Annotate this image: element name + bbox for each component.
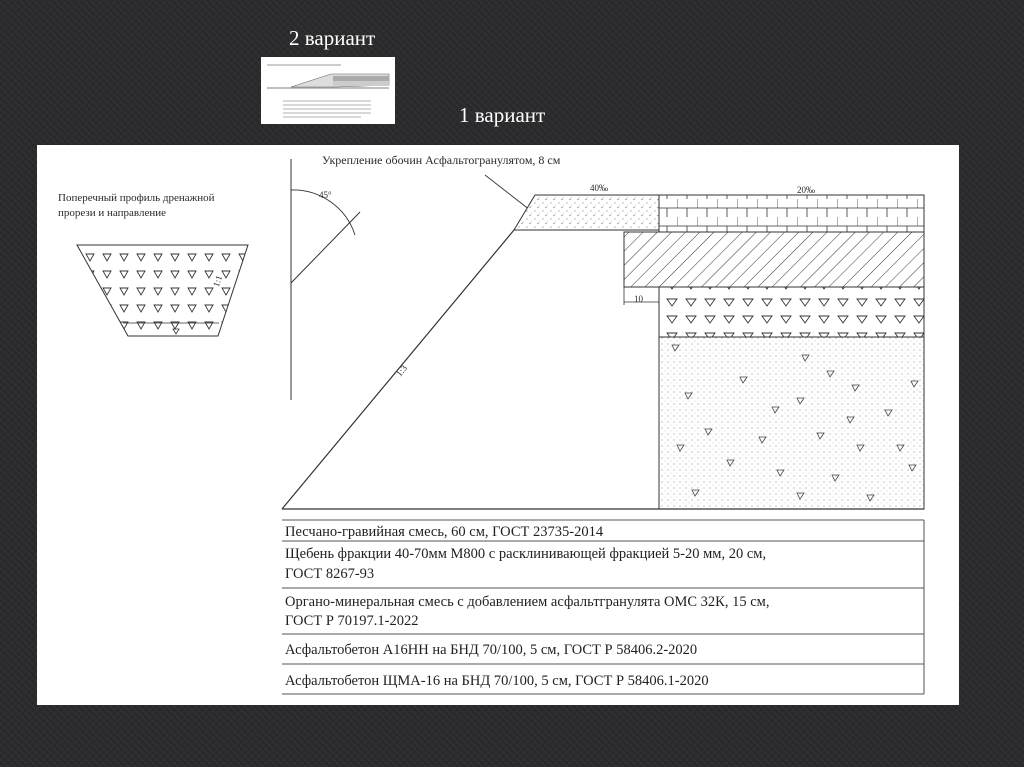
angle-label: 45° bbox=[319, 190, 332, 200]
legend-row-asphalt-shma16: Асфальтобетон ЩМА-16 на БНД 70/100, 5 см, ГОСТ Р 58406.1-2020 bbox=[285, 673, 709, 689]
profile-caption-line2: прорези и направление bbox=[58, 207, 166, 219]
shoulder-caption: Укрепление обочин Асфальтогранулятом, 8 см bbox=[322, 153, 561, 167]
crushed-stone-layer bbox=[659, 287, 924, 337]
variant-2-title: 2 вариант bbox=[289, 26, 376, 50]
drainage-cut-profile bbox=[77, 245, 248, 336]
embankment-slope-label: 1:3 bbox=[394, 363, 410, 379]
profile-slope-label: 1:1 bbox=[211, 274, 225, 289]
legend-row-asphalt-a16nn: Асфальтобетон А16НН на БНД 70/100, 5 см, ГОСТ Р 58406.2-2020 bbox=[285, 642, 698, 658]
road-cross-section-drawing bbox=[37, 145, 959, 705]
legend-row-organo-mineral: Органо-минеральная смесь с добавлением асфальтгранулята ОМС 32К, 15 см, bbox=[285, 594, 770, 610]
variant-2-thumbnail[interactable] bbox=[261, 57, 395, 124]
legend-row-sand-gravel: Песчано-гравийная смесь, 60 см, ГОСТ 23735-2014 bbox=[285, 524, 604, 540]
legend-row-organo-mineral-gost: ГОСТ Р 70197.1-2022 bbox=[285, 613, 419, 629]
sand-gravel-layer bbox=[659, 337, 924, 509]
offset-dimension-label: 10 bbox=[634, 294, 643, 304]
organo-mineral-layer bbox=[624, 232, 924, 287]
shoulder-strip bbox=[514, 195, 659, 230]
legend-row-crushed-stone: Щебень фракции 40-70мм М800 с расклинивающей фракцией 5-20 мм, 20 см, bbox=[285, 546, 767, 562]
shoulder-leader-line bbox=[485, 175, 530, 210]
drawing-canvas bbox=[37, 145, 959, 705]
variant-1-title: 1 вариант bbox=[459, 103, 546, 127]
shoulder-slope-label: 40‰ bbox=[590, 183, 608, 193]
thumbnail-drawing bbox=[261, 57, 395, 124]
profile-caption-line1: Поперечный профиль дренажной bbox=[58, 192, 215, 204]
asphalt-layers bbox=[659, 195, 924, 232]
roadway-slope-label: 20‰ bbox=[797, 185, 815, 195]
legend-row-crushed-stone-gost: ГОСТ 8267-93 bbox=[285, 566, 375, 582]
